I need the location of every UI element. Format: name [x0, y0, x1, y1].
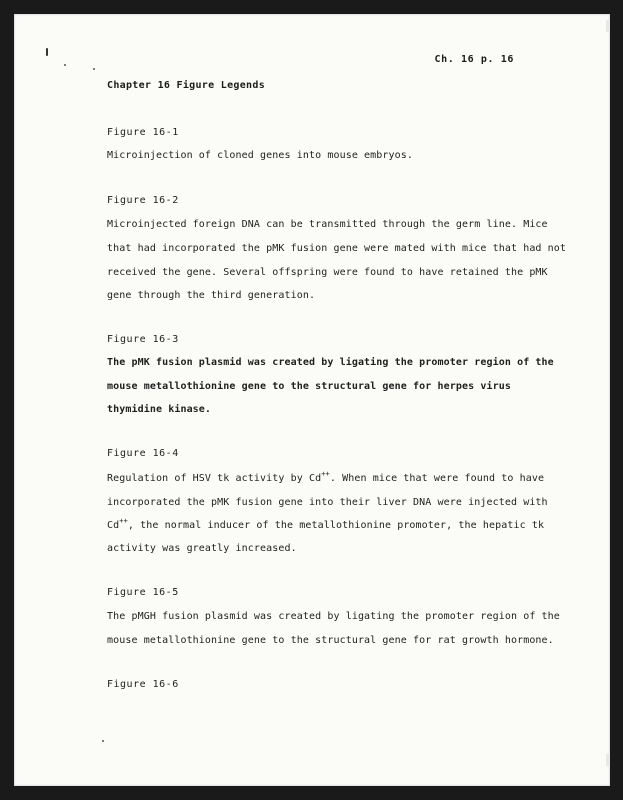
figure-label: Figure 16-6	[107, 679, 179, 690]
figure-caption-line: The pMK fusion plasmid was created by ligating the promoter region of the	[107, 357, 554, 368]
caption-text: Regulation of HSV tk activity by Cd	[107, 473, 322, 484]
superscript: ++	[119, 517, 128, 525]
edge-mark	[606, 20, 610, 32]
figure-label: Figure 16-3	[107, 334, 179, 345]
figure-caption-line: Microinjection of cloned genes into mouse embryos.	[107, 150, 414, 161]
figure-label: Figure 16-1	[107, 127, 179, 138]
scan-speck	[46, 48, 48, 56]
edge-mark	[606, 754, 610, 766]
caption-text: , the normal inducer of the metallothionine promoter, the hepatic tk	[127, 520, 545, 531]
figure-caption-line: received the gene. Several offspring were found to have retained the pMK	[107, 267, 548, 278]
figure-caption-line: mouse metallothionine gene to the structural gene for rat growth hormone.	[107, 635, 554, 646]
caption-text: Cd	[107, 520, 120, 531]
figure-caption-line: that had incorporated the pMK fusion gene were mated with mice that had not	[107, 243, 567, 254]
figure-caption-line	[107, 517, 545, 531]
document-page	[14, 14, 610, 786]
figure-caption-line	[107, 470, 545, 484]
figure-caption-line: incorporated the pMK fusion gene into their liver DNA were injected with	[107, 497, 548, 508]
figure-label: Figure 16-5	[107, 587, 179, 598]
figure-label: Figure 16-4	[107, 448, 179, 459]
figure-caption-line: thymidine kinase.	[107, 404, 212, 415]
page-title: Chapter 16 Figure Legends	[107, 80, 266, 91]
scan-speck	[93, 68, 95, 70]
scan-speck	[102, 740, 104, 742]
figure-caption-line: activity was greatly increased.	[107, 543, 297, 554]
superscript: ++	[321, 470, 330, 478]
figure-caption-line: mouse metallothionine gene to the structural gene for herpes virus	[107, 381, 511, 392]
figure-caption-line: gene through the third generation.	[107, 290, 316, 301]
figure-caption-line: Microinjected foreign DNA can be transmitted through the germ line. Mice	[107, 219, 548, 230]
figure-label: Figure 16-2	[107, 195, 179, 206]
scan-speck	[64, 64, 66, 66]
caption-text: . When mice that were found to have	[329, 473, 545, 484]
figure-caption-line: The pMGH fusion plasmid was created by ligating the promoter region of the	[107, 611, 560, 622]
page-number: Ch. 16 p. 16	[434, 54, 514, 65]
